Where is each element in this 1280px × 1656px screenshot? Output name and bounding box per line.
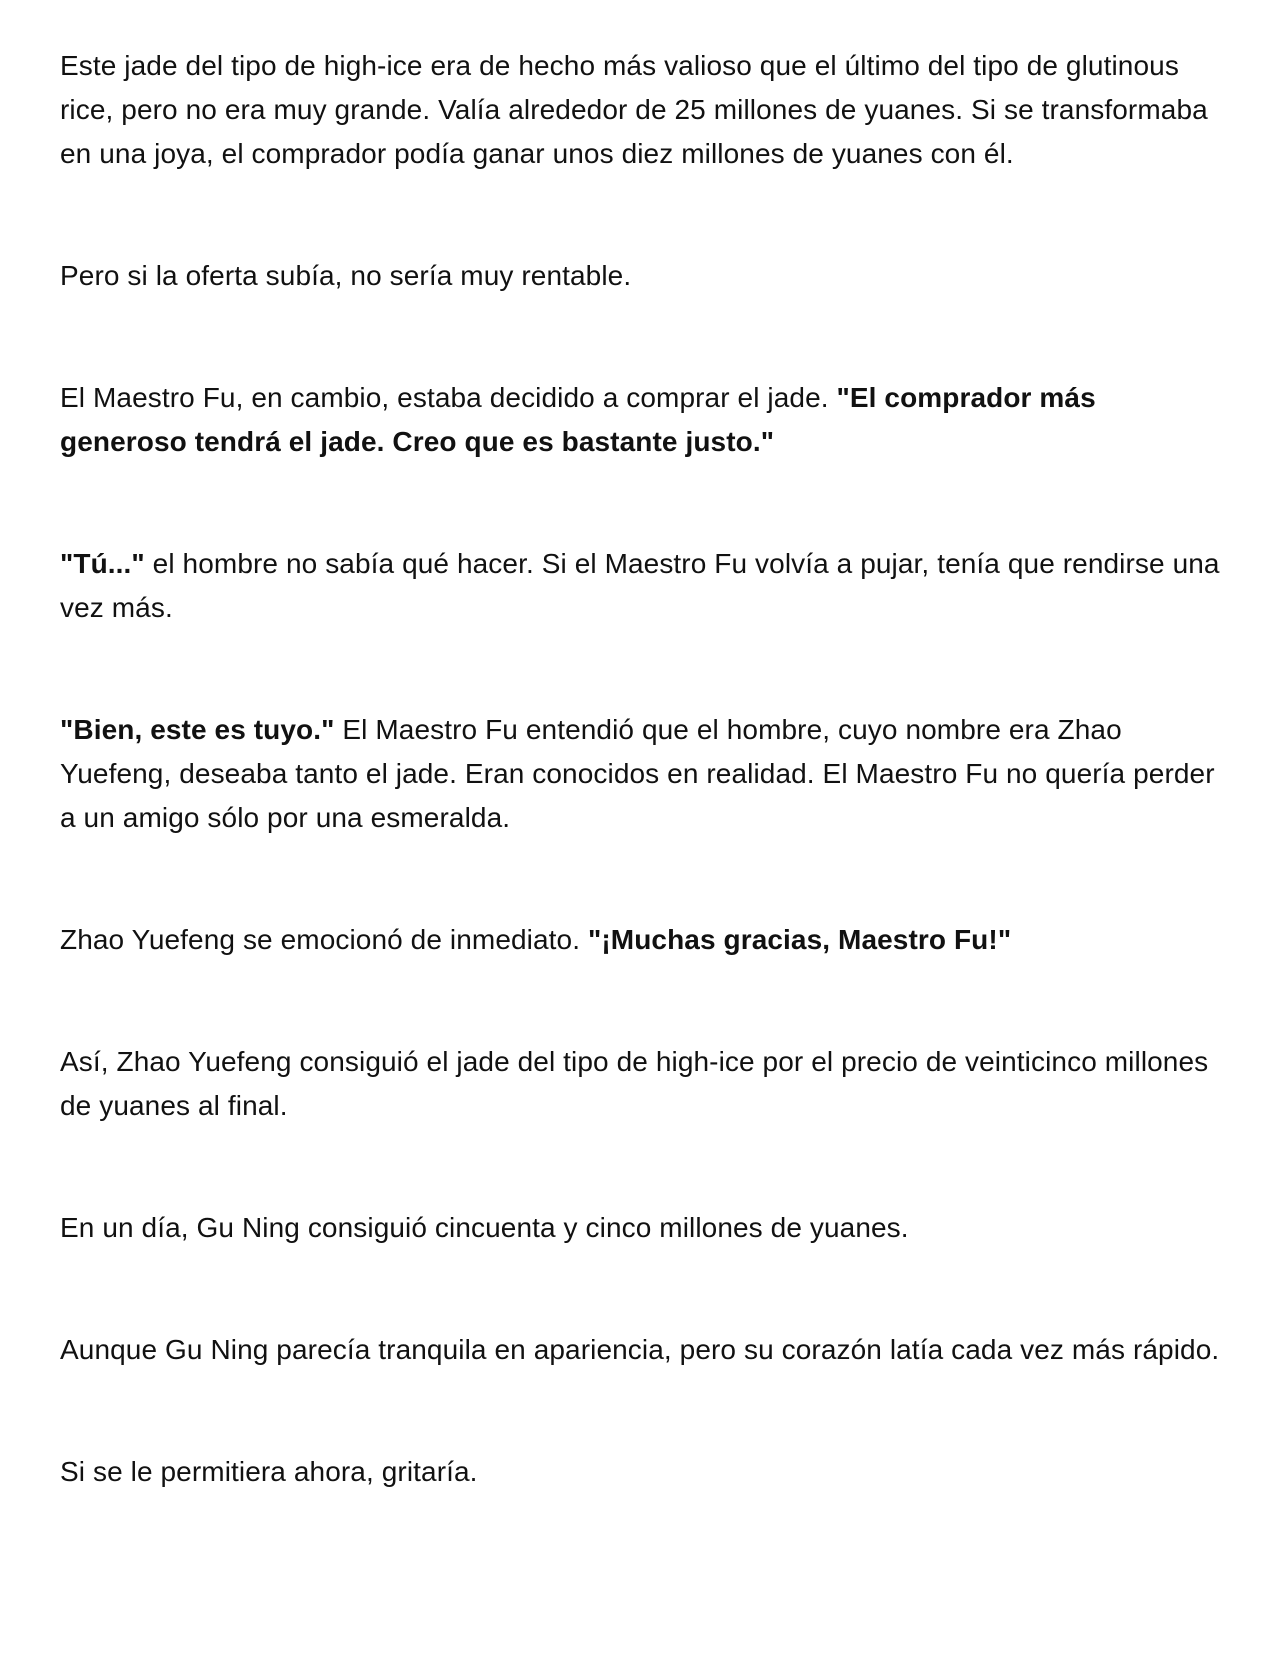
paragraph-6-dialogue: "¡Muchas gracias, Maestro Fu!" <box>587 924 1012 955</box>
paragraph-5-narration: El Maestro Fu entendió que el hombre, cuyo nombre era Zhao Yuefeng, deseaba tanto el jade. Eran conocidos en realidad. El Maestro Fu no quería perder a un amigo sólo por una esmeralda. <box>60 714 1215 833</box>
paragraph-7 <box>60 1040 1230 1128</box>
paragraph-8 <box>60 1206 1230 1250</box>
document-page <box>60 44 1230 1572</box>
paragraph-5 <box>60 708 1230 840</box>
paragraph-5-dialogue: "Bien, este es tuyo." <box>60 714 335 745</box>
paragraph-8-text: En un día, Gu Ning consiguió cincuenta y cinco millones de yuanes. <box>60 1212 909 1243</box>
paragraph-10 <box>60 1450 1230 1494</box>
paragraph-10-text: Si se le permitiera ahora, gritaría. <box>60 1456 478 1487</box>
paragraph-4-dialogue: "Tú..." <box>60 548 145 579</box>
paragraph-3-dialogue: "El comprador más generoso tendrá el jade. Creo que es bastante justo." <box>60 382 1096 457</box>
paragraph-7-text: Así, Zhao Yuefeng consiguió el jade del tipo de high-ice por el precio de veinticinco millones de yuanes al final. <box>60 1046 1209 1121</box>
paragraph-4-narration: el hombre no sabía qué hacer. Si el Maestro Fu volvía a pujar, tenía que rendirse una vez más. <box>60 548 1220 623</box>
paragraph-1-text: Este jade del tipo de high-ice era de hecho más valioso que el último del tipo de glutinous rice, pero no era muy grande. Valía alrededor de 25 millones de yuanes. Si se transformaba en una joya, el comprador podía ganar unos diez millones de yuanes con él. <box>60 50 1208 169</box>
paragraph-9-text: Aunque Gu Ning parecía tranquila en apariencia, pero su corazón latía cada vez más rápido. <box>60 1334 1220 1365</box>
paragraph-3 <box>60 376 1230 464</box>
paragraph-1 <box>60 44 1230 176</box>
paragraph-6 <box>60 918 1230 962</box>
paragraph-9 <box>60 1328 1230 1372</box>
paragraph-2-text: Pero si la oferta subía, no sería muy rentable. <box>60 260 632 291</box>
paragraph-3-narration: El Maestro Fu, en cambio, estaba decidido a comprar el jade. <box>60 382 837 413</box>
paragraph-4 <box>60 542 1230 630</box>
paragraph-6-narration: Zhao Yuefeng se emocionó de inmediato. <box>60 924 588 955</box>
paragraph-2 <box>60 254 1230 298</box>
